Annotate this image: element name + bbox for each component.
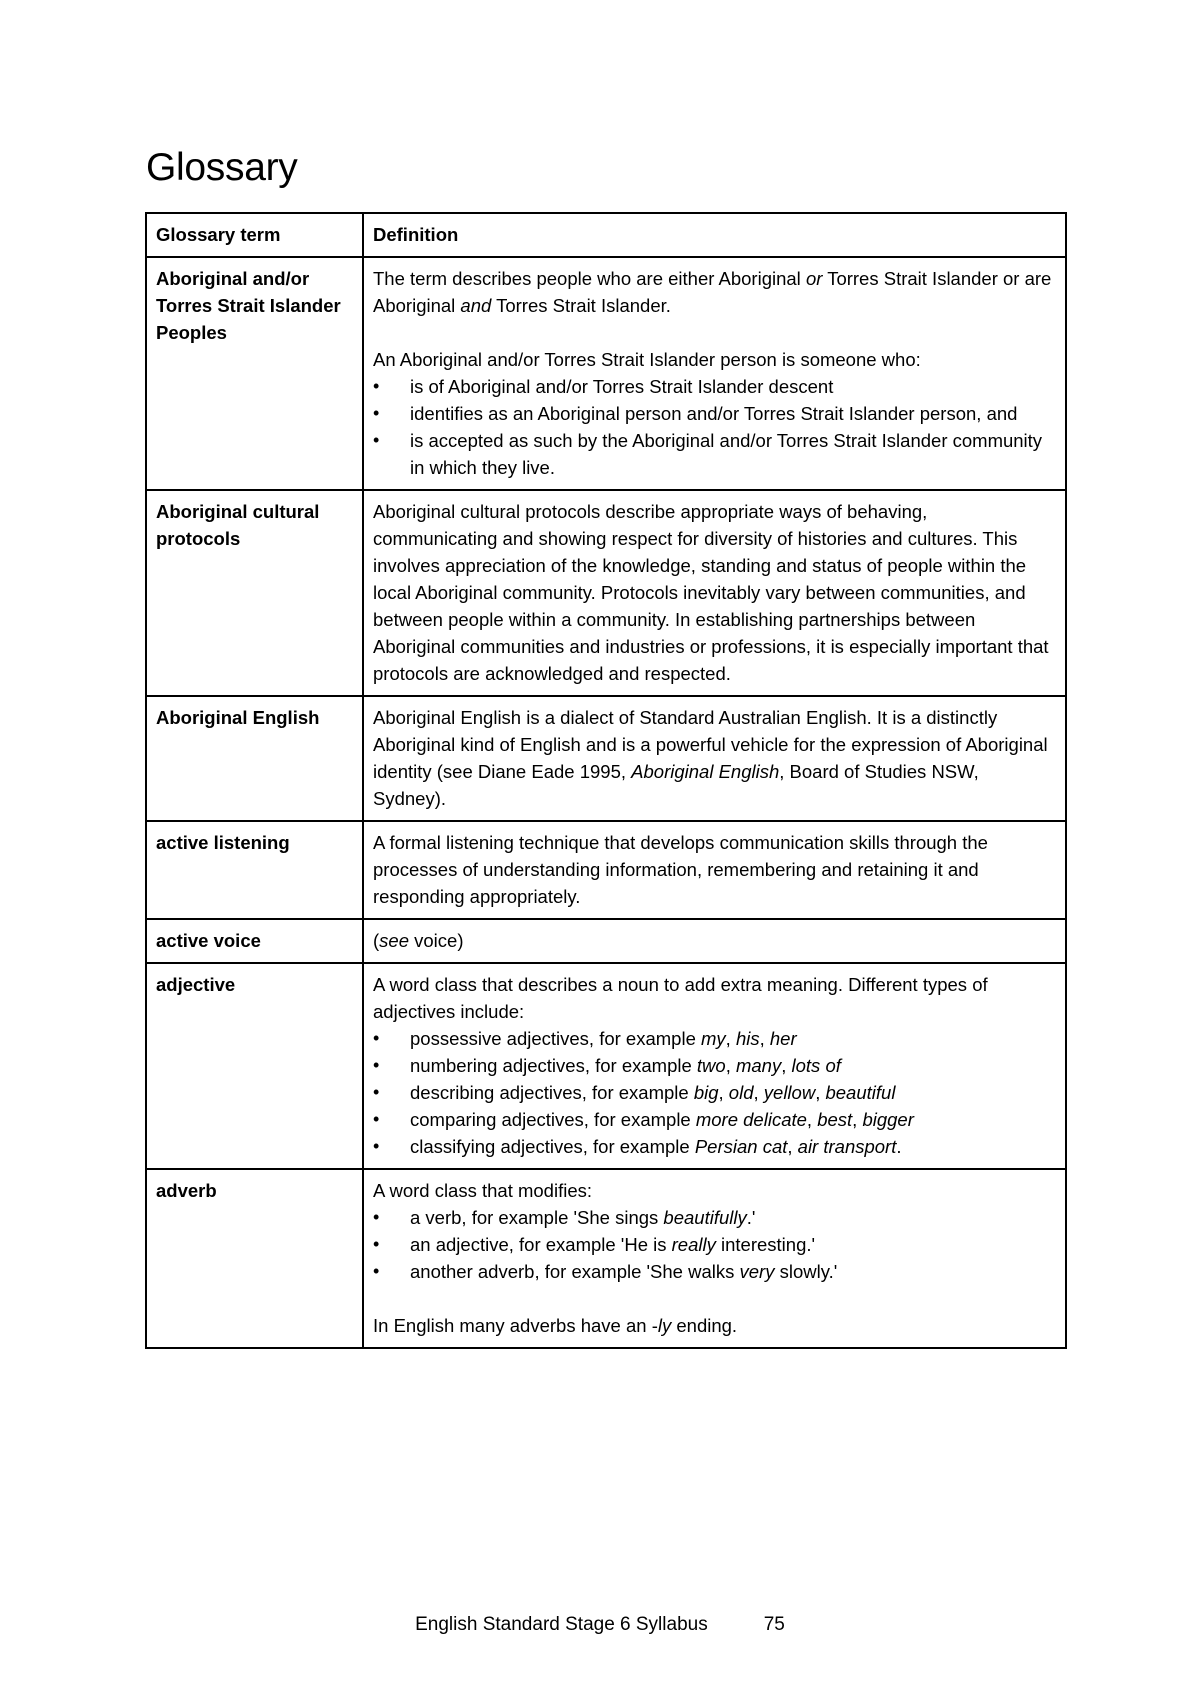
- list-item: • possessive adjectives, for example my, his, her: [373, 1025, 1056, 1052]
- definition-outro: In English many adverbs have an -ly ending.: [373, 1315, 738, 1336]
- bullet-list: [373, 1025, 1056, 1160]
- definition-intro: A word class that modifies:: [373, 1180, 593, 1201]
- glossary-definition: Aboriginal English is a dialect of Standard Australian English. It is a distinctly Aboriginal kind of English and is a powerful vehicle for the expression of Aboriginal identity (see Diane Eade 1995, Aboriginal English, Board of Studies NSW, Sydney).: [363, 696, 1066, 821]
- page-footer: [0, 1614, 1200, 1636]
- page-number: 75: [763, 1614, 785, 1635]
- bullet-list: [373, 1204, 1056, 1285]
- glossary-term: active listening: [146, 821, 363, 919]
- glossary-term: adjective: [146, 963, 363, 1169]
- header-definition: Definition: [363, 213, 1066, 257]
- table-row: [146, 821, 1066, 919]
- glossary-term: Aboriginal cultural protocols: [146, 490, 363, 696]
- definition-intro: A word class that describes a noun to add extra meaning. Different types of adjectives include:: [373, 974, 988, 1022]
- glossary-term: adverb: [146, 1169, 363, 1348]
- glossary-definition: [363, 963, 1066, 1169]
- glossary-definition: Aboriginal cultural protocols describe appropriate ways of behaving, communicating and showing respect for diversity of histories and cultures. This involves appreciation of the knowledge, standing and status of people within the local Aboriginal community. Protocols inevitably vary between communities, and between people within a community. In establishing partnerships between Aboriginal communities and industries or professions, it is especially important that protocols are acknowledged and respected.: [363, 490, 1066, 696]
- glossary-table: [145, 212, 1067, 1349]
- table-row: [146, 257, 1066, 490]
- list-item: • comparing adjectives, for example more delicate, best, bigger: [373, 1106, 1056, 1133]
- list-item: • is of Aboriginal and/or Torres Strait Islander descent: [373, 373, 1056, 400]
- glossary-definition: [363, 257, 1066, 490]
- glossary-term: Aboriginal English: [146, 696, 363, 821]
- list-item: • is accepted as such by the Aboriginal and/or Torres Strait Islander community in which they live.: [373, 427, 1056, 481]
- definition-paragraph: The term describes people who are either Aboriginal or Torres Strait Islander or are Aboriginal and Torres Strait Islander.: [373, 268, 1052, 316]
- glossary-term: Aboriginal and/or Torres Strait Islander Peoples: [146, 257, 363, 490]
- list-item: • another adverb, for example 'She walks very slowly.': [373, 1258, 1056, 1285]
- list-item: • classifying adjectives, for example Persian cat, air transport.: [373, 1133, 1056, 1160]
- list-item: • identifies as an Aboriginal person and/or Torres Strait Islander person, and: [373, 400, 1056, 427]
- glossary-definition: (see voice): [363, 919, 1066, 963]
- bullet-list: [373, 373, 1056, 481]
- footer-document-title: English Standard Stage 6 Syllabus: [415, 1614, 708, 1635]
- definition-paragraph: An Aboriginal and/or Torres Strait Islander person is someone who:: [373, 349, 921, 370]
- list-item: • describing adjectives, for example big, old, yellow, beautiful: [373, 1079, 1056, 1106]
- list-item: • numbering adjectives, for example two, many, lots of: [373, 1052, 1056, 1079]
- table-row: [146, 919, 1066, 963]
- table-row: [146, 1169, 1066, 1348]
- glossary-term: active voice: [146, 919, 363, 963]
- glossary-definition: [363, 1169, 1066, 1348]
- table-row: [146, 490, 1066, 696]
- table-row: [146, 696, 1066, 821]
- page-title: Glossary: [146, 146, 298, 189]
- table-row: [146, 963, 1066, 1169]
- list-item: • a verb, for example 'She sings beautifully.': [373, 1204, 1056, 1231]
- header-glossary-term: Glossary term: [146, 213, 363, 257]
- table-header-row: [146, 213, 1066, 257]
- list-item: • an adjective, for example 'He is really interesting.': [373, 1231, 1056, 1258]
- glossary-definition: A formal listening technique that develops communication skills through the processes of understanding information, remembering and retaining it and responding appropriately.: [363, 821, 1066, 919]
